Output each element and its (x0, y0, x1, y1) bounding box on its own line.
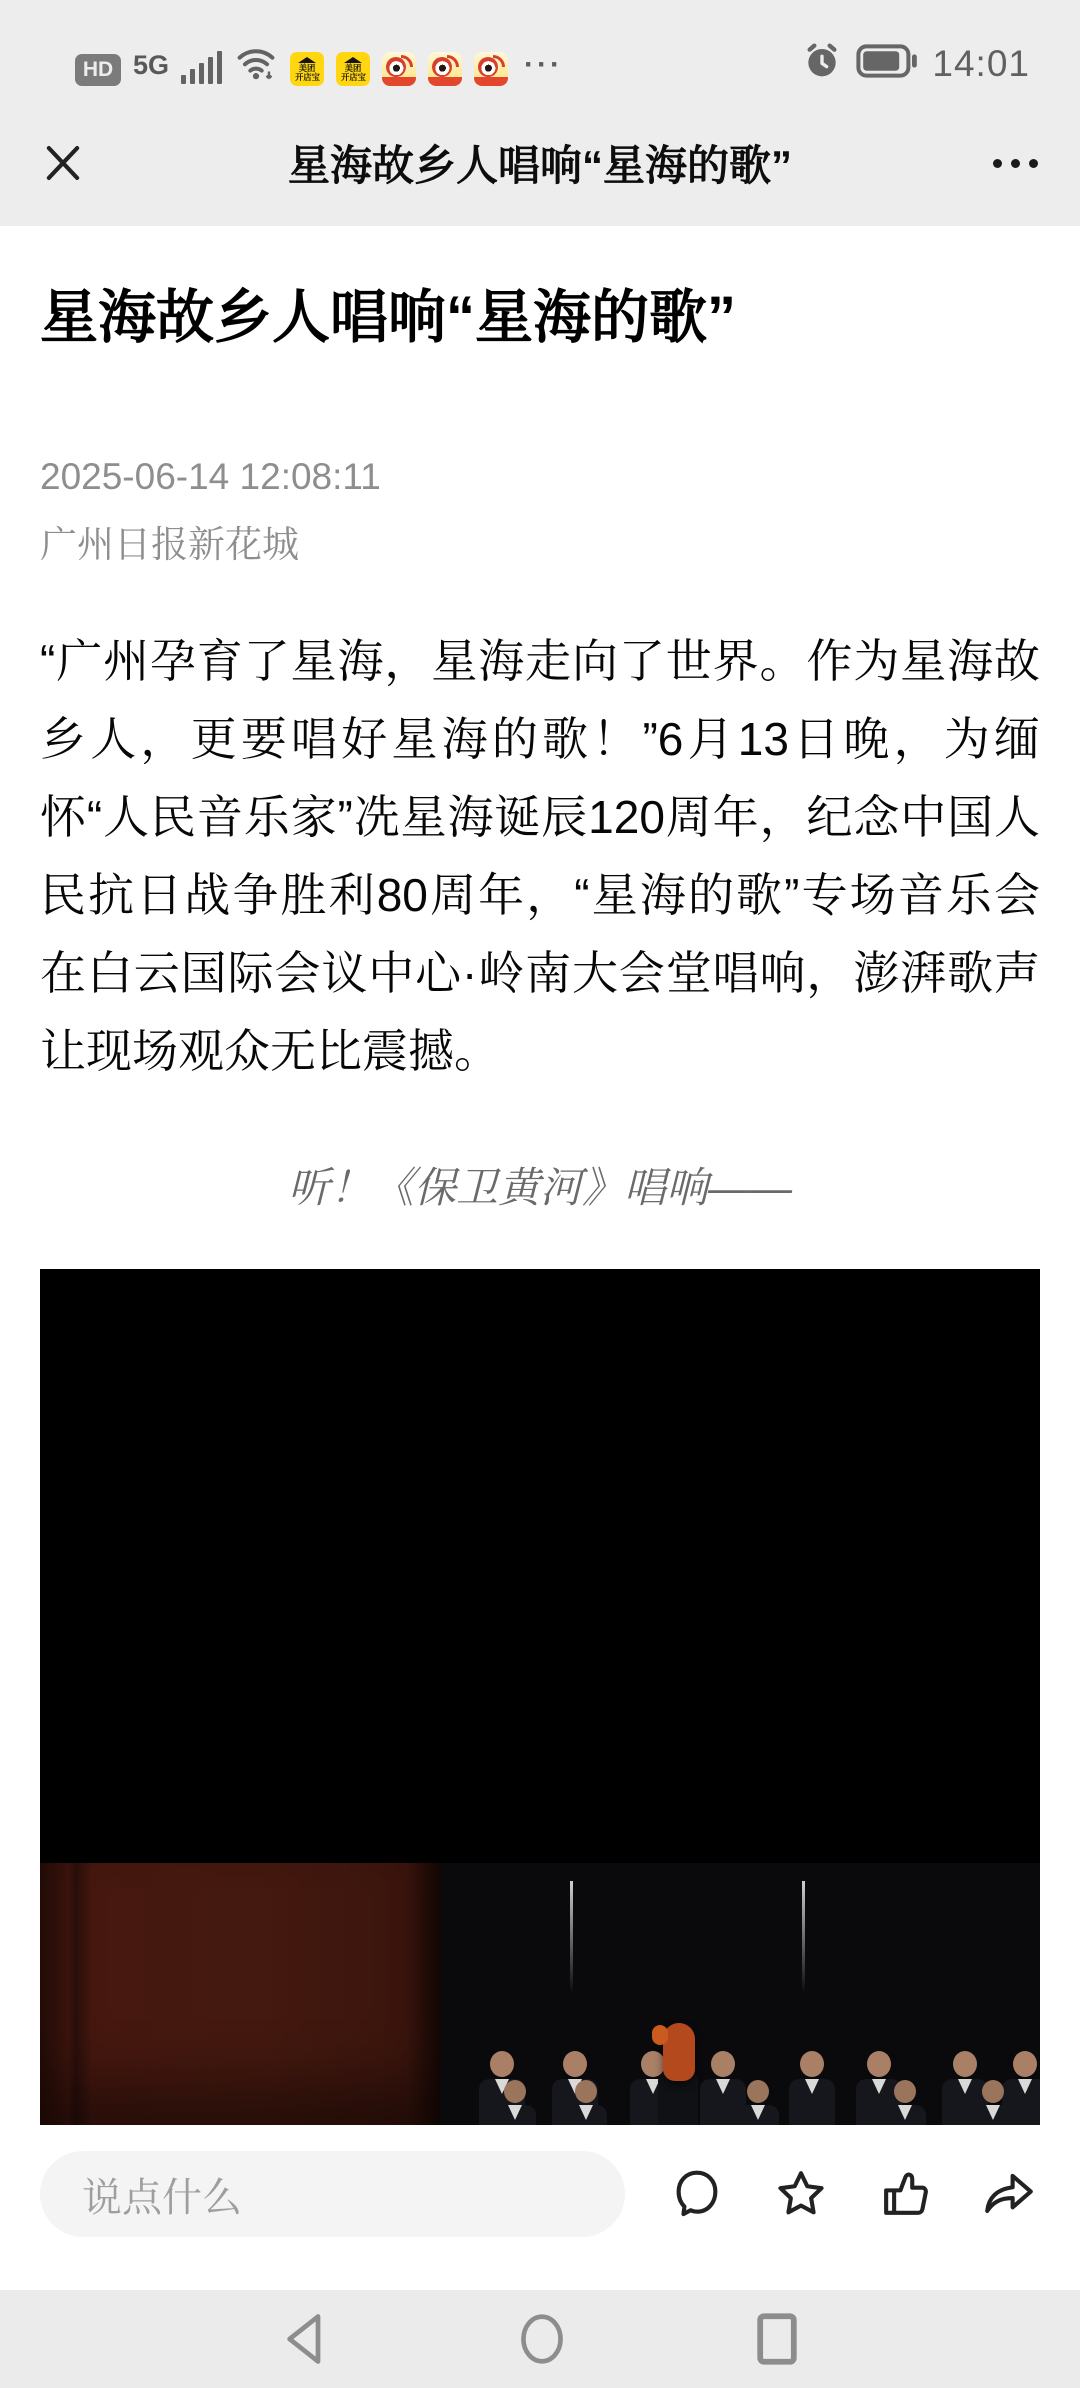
article-video[interactable] (40, 1269, 1040, 2125)
choir-figure (494, 2080, 536, 2125)
article-title: 星海故乡人唱响“星海的歌” (40, 285, 737, 350)
share-icon[interactable] (980, 2165, 1038, 2223)
status-bar-right (802, 41, 1030, 86)
battery-icon (856, 44, 918, 83)
meituan-label-bottom: 开店宝 (294, 71, 320, 82)
choir-figure (972, 2080, 1014, 2125)
article-body: “广州孕育了星海，星海走向了世界。作为星海故乡人，更要唱好星海的歌！”6月13日晚，为缅怀“人民音乐家”冼星海诞辰120周年，纪念中国人民抗日战争胜利80周年，“星海的歌”专场音乐会在白云国际会议中心·岭南大会堂唱响，澎湃歌声让现场观众无比震撼。 (40, 635, 1040, 1077)
meituan-roof-glyph (298, 57, 316, 63)
page-title: 星海故乡人唱响“星海的歌” (287, 142, 792, 189)
meituan-label-bottom: 开店宝 (340, 71, 366, 82)
clock-time: 14:01 (932, 42, 1030, 84)
weibo-app-icon (428, 52, 462, 86)
more-notifications-icon: ··· (524, 48, 564, 81)
article-page (0, 226, 1080, 2290)
conductor-figure (650, 2023, 706, 2125)
action-icons (668, 2165, 1038, 2223)
home-button[interactable] (514, 2310, 570, 2368)
favorite-star-icon[interactable] (772, 2165, 830, 2223)
recents-button[interactable] (753, 2310, 801, 2368)
close-button[interactable] (40, 140, 86, 186)
status-bar (0, 0, 1080, 100)
video-stage-scene (40, 1863, 1040, 2125)
choir-figure (884, 2080, 926, 2125)
comment-bar (0, 2151, 1080, 2237)
article-source: 广州日报新花城 (40, 524, 299, 565)
meituan-label-top: 美团 (298, 62, 316, 73)
alarm-icon (802, 41, 842, 86)
article-date: 2025-06-14 12:08:11 (40, 456, 381, 497)
choir-figure (737, 2080, 779, 2125)
back-button[interactable] (279, 2310, 331, 2368)
meituan-roof-glyph (344, 57, 362, 63)
title-bar (0, 100, 1080, 226)
article-caption: 听！《保卫黄河》唱响—— (287, 1164, 792, 1211)
status-bar-left (75, 43, 563, 86)
comment-icon[interactable] (668, 2165, 726, 2223)
wifi-icon (234, 43, 278, 86)
hd-badge: HD (75, 54, 121, 86)
stage-curtain (40, 1863, 440, 2125)
meituan-app-icon (336, 52, 370, 86)
more-menu-button[interactable] (991, 149, 1040, 178)
stage-light-streak (570, 1881, 573, 1993)
meituan-label-top: 美团 (344, 62, 362, 73)
comment-input[interactable]: 说点什么 (40, 2151, 625, 2237)
choir-figure (789, 2051, 835, 2125)
meituan-app-icon (290, 52, 324, 86)
android-navigation-bar (0, 2290, 1080, 2388)
weibo-app-icon (474, 52, 508, 86)
like-thumbs-up-icon[interactable] (876, 2165, 934, 2223)
signal-strength-icon (181, 51, 222, 86)
choir-figure (565, 2080, 607, 2125)
weibo-app-icon (382, 52, 416, 86)
network-type-label: 5G (133, 50, 170, 80)
stage-light-streak (802, 1881, 805, 1993)
